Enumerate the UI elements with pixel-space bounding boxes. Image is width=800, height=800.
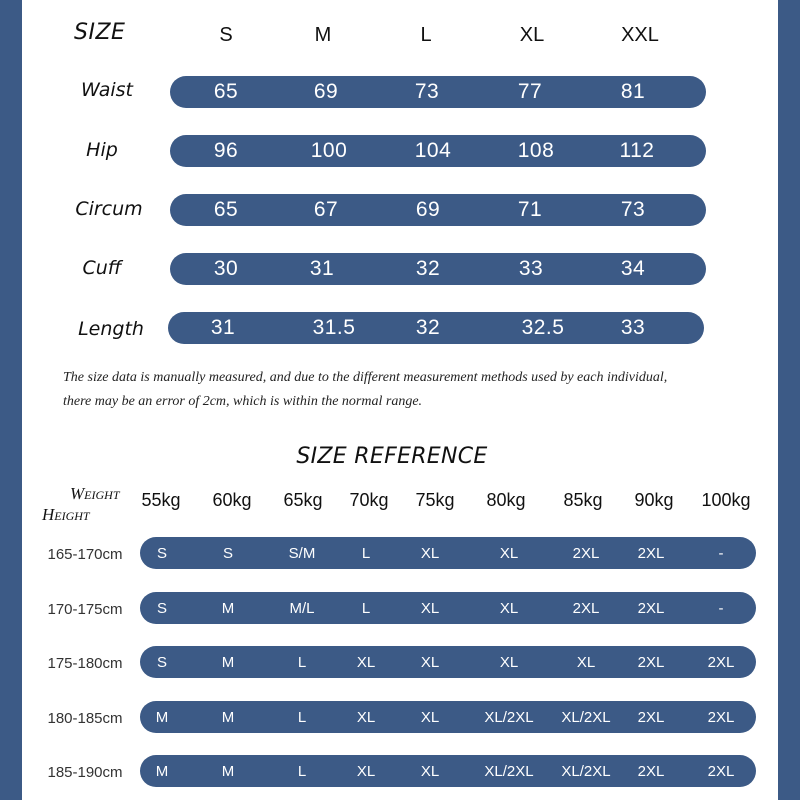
row-label: Waist xyxy=(80,79,134,101)
weight-col: 90kg xyxy=(634,490,674,510)
row-label: Length xyxy=(78,318,144,340)
value-cell: 100 xyxy=(310,139,348,162)
height-label: 165-170cm xyxy=(47,546,123,563)
height-label: 180-185cm xyxy=(47,710,123,727)
value-cell: 31 xyxy=(210,316,236,339)
value-cell: 65 xyxy=(213,198,239,221)
size-reference-title: SIZE REFERENCE xyxy=(296,444,488,469)
size-cell: XL/2XL xyxy=(484,763,534,780)
size-cell: M xyxy=(155,763,169,780)
size-cell: XL xyxy=(356,709,376,726)
size-cell: M/L xyxy=(289,600,315,617)
size-cell: 2XL xyxy=(572,600,600,617)
size-cell: L xyxy=(297,709,307,726)
value-cell: 81 xyxy=(620,80,646,103)
size-cell: S xyxy=(156,600,168,617)
height-label: 170-175cm xyxy=(47,601,123,618)
height-label: 185-190cm xyxy=(47,764,123,781)
weight-col: 60kg xyxy=(212,490,252,510)
value-cell: 34 xyxy=(620,257,646,280)
row-label: Hip xyxy=(86,139,118,161)
value-cell: 71 xyxy=(517,198,543,221)
size-cell: 2XL xyxy=(707,763,735,780)
value-cell: 33 xyxy=(518,257,544,280)
size-cell: XL xyxy=(420,709,440,726)
weight-col: 55kg xyxy=(141,490,181,510)
weight-axis-label: Weight xyxy=(70,484,120,503)
value-cell: 32.5 xyxy=(521,316,565,339)
size-cell: S xyxy=(222,545,234,562)
size-cell: 2XL xyxy=(637,600,665,617)
value-cell: 31.5 xyxy=(312,316,356,339)
value-cell: 73 xyxy=(414,80,440,103)
size-cell: S xyxy=(156,545,168,562)
weight-col: 65kg xyxy=(283,490,323,510)
size-cell: 2XL xyxy=(707,654,735,671)
size-cell: M xyxy=(221,654,235,671)
size-cell: M xyxy=(221,709,235,726)
weight-col: 100kg xyxy=(701,490,751,510)
size-cell: XL xyxy=(499,600,519,617)
value-cell: 108 xyxy=(517,139,555,162)
value-cell: 96 xyxy=(213,139,239,162)
size-cell: L xyxy=(297,763,307,780)
size-cell: - xyxy=(718,600,724,617)
size-cell: 2XL xyxy=(572,545,600,562)
size-cell: 2XL xyxy=(707,709,735,726)
value-cell: 67 xyxy=(313,198,339,221)
weight-col: 70kg xyxy=(349,490,389,510)
size-cell: S/M xyxy=(288,545,316,562)
size-header-label: SIZE xyxy=(74,20,126,45)
size-cell: 2XL xyxy=(637,545,665,562)
value-cell: 30 xyxy=(213,257,239,280)
value-cell: 69 xyxy=(313,80,339,103)
value-cell: 33 xyxy=(620,316,646,339)
note-line-1: The size data is manually measured, and due to the different measurement methods used by each individual, xyxy=(63,370,668,385)
value-cell: 112 xyxy=(619,139,655,162)
size-cell: L xyxy=(361,545,371,562)
value-cell: 104 xyxy=(414,139,452,162)
size-cell: M xyxy=(221,763,235,780)
size-cell: XL xyxy=(499,545,519,562)
weight-col: 75kg xyxy=(415,490,455,510)
size-cell: M xyxy=(155,709,169,726)
size-cell: XL/2XL xyxy=(561,709,611,726)
value-cell: 77 xyxy=(517,80,543,103)
weight-col: 80kg xyxy=(486,490,526,510)
note-line-2: there may be an error of 2cm, which is within the normal range. xyxy=(63,394,423,409)
size-col-xl: XL xyxy=(519,24,545,46)
size-cell: XL xyxy=(420,763,440,780)
size-cell: XL xyxy=(356,763,376,780)
value-cell: 65 xyxy=(213,80,239,103)
row-label: Circum xyxy=(75,198,143,220)
size-cell: XL xyxy=(420,654,440,671)
size-cell: XL xyxy=(356,654,376,671)
value-cell: 69 xyxy=(415,198,441,221)
size-cell: M xyxy=(221,600,235,617)
value-cell: 32 xyxy=(415,316,441,339)
value-cell: 32 xyxy=(415,257,441,280)
size-cell: 2XL xyxy=(637,763,665,780)
size-cell: XL xyxy=(499,654,519,671)
size-cell: 2XL xyxy=(637,654,665,671)
size-cell: S xyxy=(156,654,168,671)
row-label: Cuff xyxy=(82,257,122,279)
size-chart-card xyxy=(22,0,778,800)
size-col-s: S xyxy=(219,24,233,46)
weight-col: 85kg xyxy=(563,490,603,510)
height-label: 175-180cm xyxy=(47,655,123,672)
size-cell: XL/2XL xyxy=(561,763,611,780)
size-col-l: L xyxy=(420,24,432,46)
value-cell: 73 xyxy=(620,198,646,221)
size-cell: XL xyxy=(576,654,596,671)
value-cell: 31 xyxy=(309,257,335,280)
measurement-note xyxy=(63,366,763,414)
size-cell: XL/2XL xyxy=(484,709,534,726)
size-cell: - xyxy=(718,545,724,562)
size-cell: XL xyxy=(420,600,440,617)
size-cell: 2XL xyxy=(637,709,665,726)
size-col-m: M xyxy=(314,24,332,46)
size-cell: L xyxy=(361,600,371,617)
size-col-xxl: XXL xyxy=(621,24,659,46)
size-cell: XL xyxy=(420,545,440,562)
size-cell: L xyxy=(297,654,307,671)
height-axis-label: Height xyxy=(42,505,90,524)
